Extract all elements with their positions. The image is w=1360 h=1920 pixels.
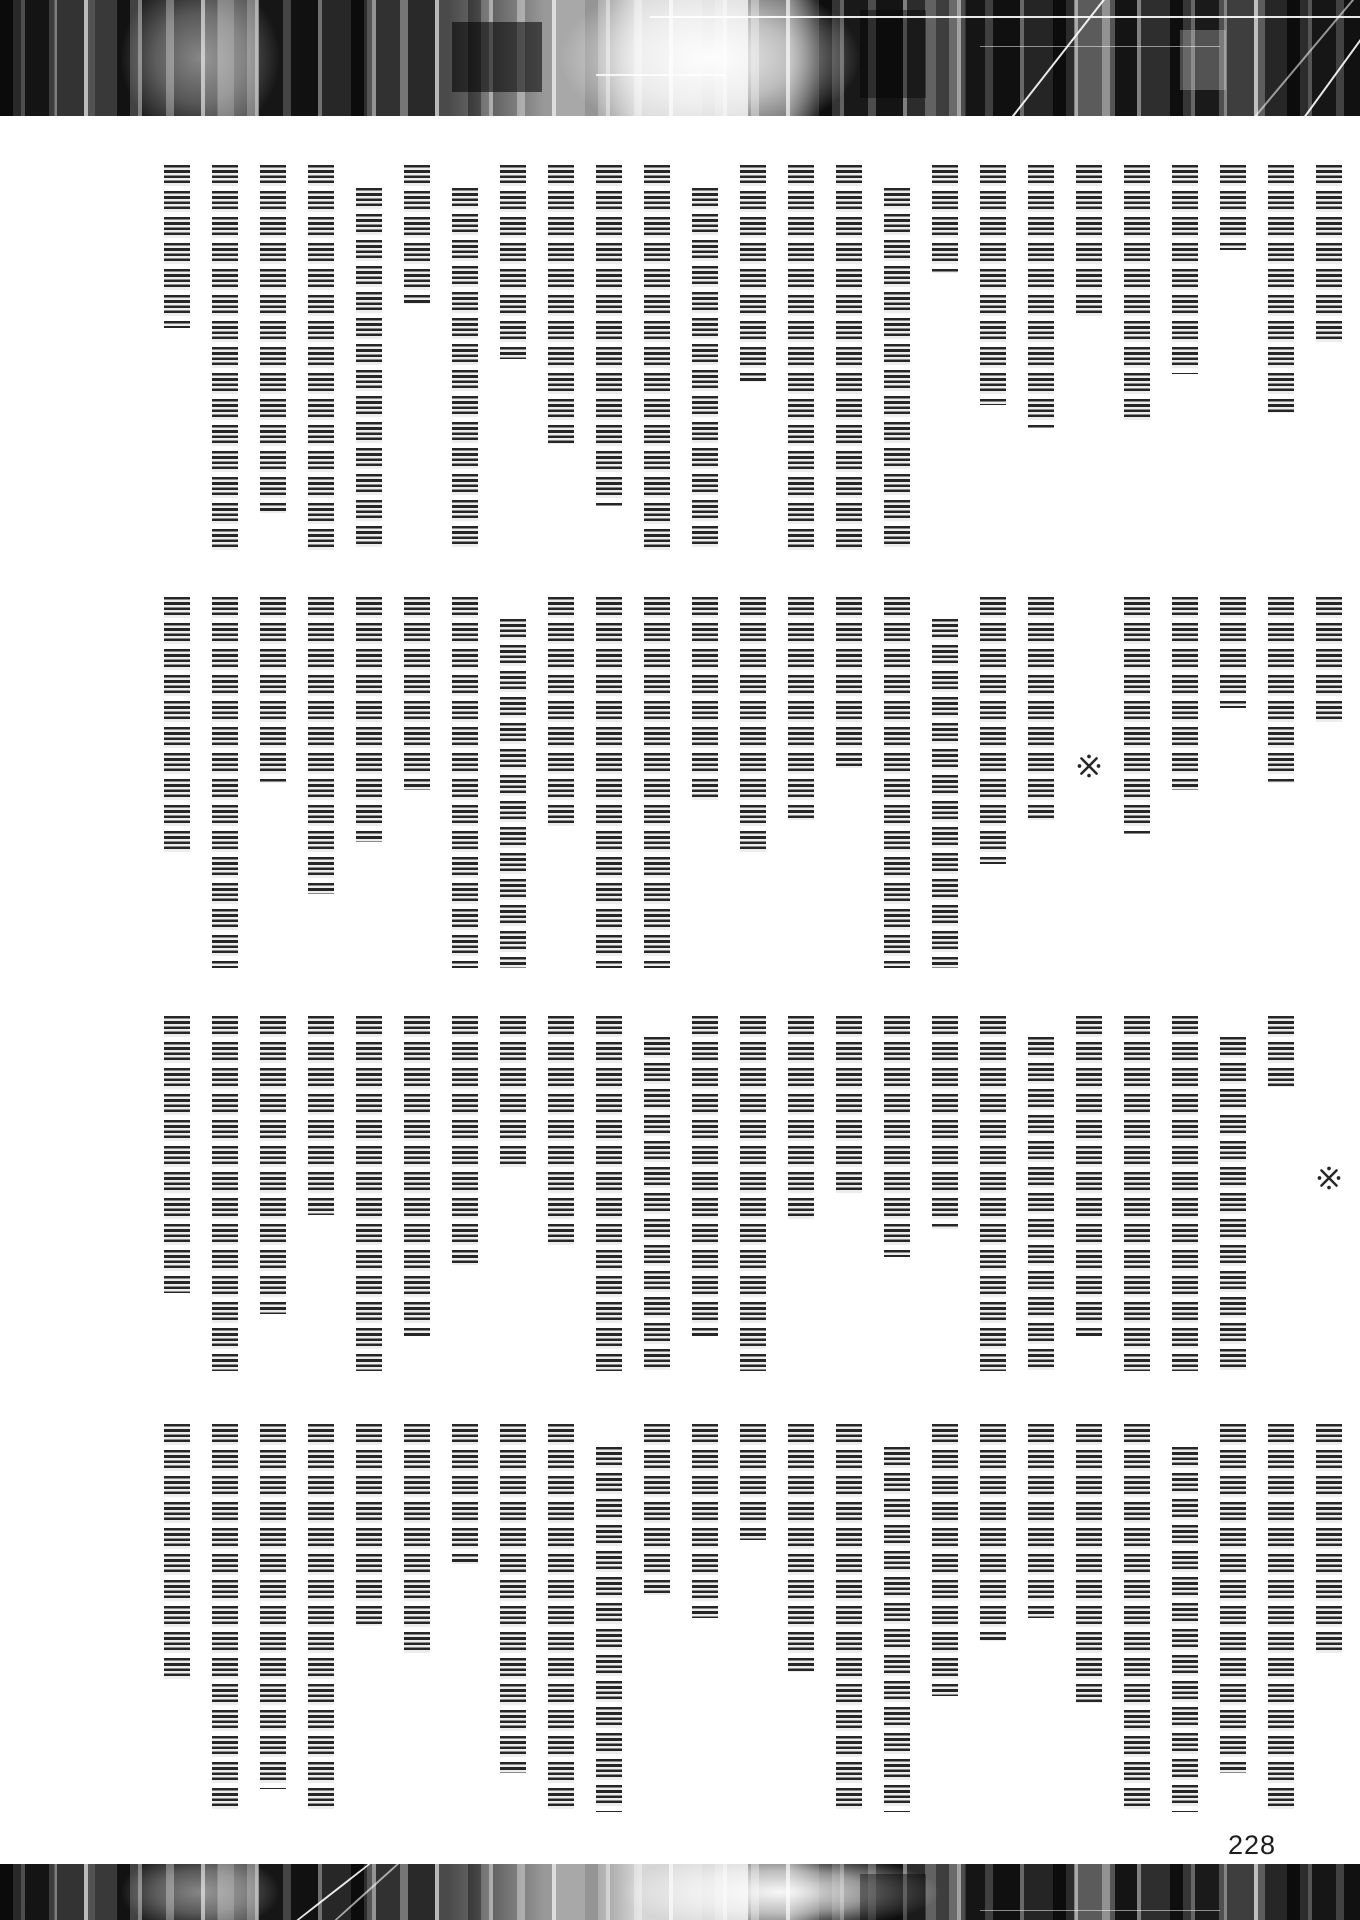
redacted-text-line xyxy=(1268,1424,1294,1812)
redacted-text-line xyxy=(404,165,430,552)
redacted-text-bar xyxy=(644,1424,670,1595)
redacted-text-line xyxy=(404,1016,430,1371)
redacted-text-bar xyxy=(884,1016,910,1257)
redacted-text-bar xyxy=(212,165,238,552)
redacted-text-line xyxy=(884,1424,910,1812)
redacted-text-line xyxy=(1172,1424,1198,1812)
redacted-text-line xyxy=(356,1424,382,1812)
redacted-text-bar xyxy=(1268,597,1294,783)
redacted-text-line xyxy=(404,1424,430,1812)
redacted-text-bar xyxy=(980,1016,1006,1371)
redacted-text-bar xyxy=(884,1447,910,1812)
redacted-text-bar xyxy=(1316,597,1342,723)
redacted-text-bar xyxy=(884,597,910,968)
redacted-text-bar xyxy=(692,597,718,805)
redacted-text-bar xyxy=(1124,165,1150,420)
redacted-text-bar xyxy=(452,1016,478,1265)
redacted-text-bar xyxy=(932,165,958,273)
redacted-text-bar xyxy=(500,1016,526,1172)
redacted-text-bar xyxy=(1028,165,1054,428)
redacted-text-line xyxy=(308,1424,334,1812)
redacted-text-line xyxy=(164,597,190,968)
redacted-text-bar xyxy=(980,165,1006,405)
redacted-text-bar xyxy=(596,597,622,968)
redacted-text-line xyxy=(596,1424,622,1812)
redacted-text-line xyxy=(596,165,622,552)
redacted-text-bar xyxy=(1124,1424,1150,1812)
redacted-text-bar xyxy=(260,1424,286,1789)
redacted-text-bar xyxy=(932,619,958,968)
redacted-text-bar xyxy=(356,1016,382,1371)
redacted-text-bar xyxy=(1316,165,1342,343)
redacted-text-bar xyxy=(164,597,190,857)
redacted-text-line xyxy=(1268,165,1294,552)
redacted-text-bar xyxy=(1268,165,1294,413)
redacted-text-bar xyxy=(1220,1037,1246,1371)
redacted-text-line xyxy=(932,1016,958,1371)
redacted-text-bar xyxy=(1028,597,1054,820)
redacted-text-line xyxy=(164,165,190,552)
redacted-text-bar xyxy=(644,165,670,552)
redacted-text-bar xyxy=(500,1424,526,1773)
redacted-text-bar xyxy=(1268,1424,1294,1812)
redacted-text-line xyxy=(548,1424,574,1812)
redacted-text-line xyxy=(1220,1424,1246,1812)
redacted-text-bar xyxy=(404,165,430,304)
redacted-text-line xyxy=(212,1016,238,1371)
redacted-text-bar xyxy=(740,1424,766,1540)
redacted-text-bar xyxy=(1172,1016,1198,1371)
redacted-text-bar xyxy=(548,165,574,444)
redacted-text-line xyxy=(356,165,382,552)
page-number: 228 xyxy=(1227,1830,1276,1860)
redacted-text-bar xyxy=(260,165,286,513)
redacted-text-line xyxy=(1124,1016,1150,1371)
redacted-text-line xyxy=(644,165,670,552)
redacted-text-line xyxy=(644,1016,670,1371)
redacted-text-line xyxy=(452,1424,478,1812)
redacted-text-bar xyxy=(452,597,478,968)
redacted-text-line xyxy=(980,1016,1006,1371)
redacted-text-bar xyxy=(836,597,862,768)
redacted-text-bar xyxy=(452,188,478,552)
text-row xyxy=(138,597,1342,968)
redacted-text-line xyxy=(212,597,238,968)
redacted-text-bar xyxy=(1268,1016,1294,1087)
redacted-text-bar xyxy=(788,1016,814,1222)
redacted-text-bar xyxy=(356,188,382,552)
redacted-text-bar xyxy=(1220,165,1246,250)
redacted-text-line xyxy=(788,597,814,968)
redacted-text-line xyxy=(308,165,334,552)
redacted-text-line xyxy=(260,1424,286,1812)
redacted-text-bar xyxy=(980,1424,1006,1641)
redacted-text-line xyxy=(308,597,334,968)
redacted-text-line xyxy=(548,597,574,968)
redacted-text-bar xyxy=(788,1424,814,1672)
redacted-text-bar xyxy=(836,165,862,552)
redacted-text-bar xyxy=(740,165,766,382)
redacted-text-bar xyxy=(932,1016,958,1229)
redacted-text-line xyxy=(1172,597,1198,968)
redacted-text-line xyxy=(1316,597,1342,968)
redacted-text-line xyxy=(740,1424,766,1812)
redacted-text-bar xyxy=(692,188,718,552)
redacted-text-line xyxy=(836,597,862,968)
redacted-text-bar xyxy=(548,1424,574,1812)
redacted-text-line xyxy=(692,597,718,968)
redacted-text-line xyxy=(932,1424,958,1812)
redacted-text-bar xyxy=(1076,1424,1102,1703)
redacted-text-bar xyxy=(212,597,238,968)
redacted-text-line xyxy=(788,1016,814,1371)
redacted-text-bar xyxy=(932,1424,958,1696)
redacted-text-line xyxy=(980,165,1006,552)
redacted-text-bar xyxy=(1220,1424,1246,1773)
redacted-text-bar xyxy=(212,1016,238,1371)
redacted-text-line xyxy=(1316,165,1342,552)
redacted-text-line xyxy=(164,1016,190,1371)
redacted-text-line xyxy=(596,1016,622,1371)
collage-glow xyxy=(120,1864,280,1920)
redacted-text-line xyxy=(260,1016,286,1371)
redacted-text-line xyxy=(836,1424,862,1812)
redacted-text-line xyxy=(1124,1424,1150,1812)
redacted-text-line xyxy=(596,597,622,968)
redacted-text-bar xyxy=(164,165,190,328)
redacted-text-line xyxy=(548,165,574,552)
redacted-text-bar xyxy=(596,1447,622,1812)
redacted-text-bar xyxy=(692,1016,718,1336)
redacted-text-line xyxy=(980,597,1006,968)
text-row xyxy=(138,165,1342,552)
redacted-text-bar xyxy=(1124,597,1150,834)
redacted-text-bar xyxy=(308,1424,334,1812)
redacted-text-bar xyxy=(548,1016,574,1250)
redacted-text-line xyxy=(500,597,526,968)
redacted-text-line xyxy=(308,1016,334,1371)
redacted-text-bar xyxy=(1172,1447,1198,1812)
redacted-text-line xyxy=(980,1424,1006,1812)
redacted-text-bar xyxy=(1076,165,1102,320)
redacted-text-bar xyxy=(452,1424,478,1564)
redacted-text-line xyxy=(500,1016,526,1371)
redacted-text-line xyxy=(884,1016,910,1371)
redacted-text-line xyxy=(452,597,478,968)
redacted-text-line xyxy=(740,597,766,968)
redacted-text-line xyxy=(788,165,814,552)
redacted-text-line xyxy=(1316,1424,1342,1812)
redacted-text-line xyxy=(836,1016,862,1371)
redacted-text-line xyxy=(932,597,958,968)
redacted-text-line xyxy=(692,1424,718,1812)
redacted-text-bar xyxy=(164,1016,190,1293)
redacted-text-bar xyxy=(836,1016,862,1194)
redacted-text-bar xyxy=(1316,1424,1342,1657)
redacted-text-bar xyxy=(1172,165,1198,374)
redacted-text-bar xyxy=(1172,597,1198,790)
collage-block xyxy=(860,1874,926,1920)
redacted-text-line xyxy=(740,165,766,552)
text-row xyxy=(138,1016,1342,1371)
redacted-text-line xyxy=(1172,165,1198,552)
text-row xyxy=(138,1424,1342,1812)
redacted-text-bar xyxy=(1220,597,1246,708)
redacted-text-bar xyxy=(836,1424,862,1812)
redacted-text-line xyxy=(836,165,862,552)
redacted-text-line xyxy=(884,165,910,552)
redacted-text-bar xyxy=(1124,1016,1150,1371)
redacted-text-line xyxy=(1028,597,1054,968)
redacted-text-line xyxy=(452,165,478,552)
redacted-text-bar xyxy=(404,1016,430,1336)
redacted-text-bar xyxy=(356,597,382,842)
redacted-text-line xyxy=(1028,1016,1054,1371)
redacted-text-bar xyxy=(596,1016,622,1371)
redacted-text-line xyxy=(932,165,958,552)
redacted-text-line xyxy=(644,1424,670,1812)
redacted-text-line xyxy=(788,1424,814,1812)
redacted-text-line xyxy=(1268,597,1294,968)
redacted-text-line xyxy=(740,1016,766,1371)
redacted-text-bar xyxy=(404,597,430,790)
redacted-text-bar xyxy=(596,165,622,506)
redacted-text-line xyxy=(452,1016,478,1371)
redacted-text-line xyxy=(1028,165,1054,552)
redacted-text-line xyxy=(548,1016,574,1371)
redacted-text-line xyxy=(1076,165,1102,552)
redacted-text-bar xyxy=(356,1424,382,1626)
redacted-text-bar xyxy=(644,597,670,968)
redacted-text-line xyxy=(1220,165,1246,552)
redacted-text-line xyxy=(1220,597,1246,968)
redacted-text-bar xyxy=(260,597,286,783)
redacted-text-bar xyxy=(788,165,814,552)
redacted-text-line xyxy=(404,597,430,968)
redacted-text-bar xyxy=(692,1424,718,1618)
redacted-text-line xyxy=(692,1016,718,1371)
redacted-text-line xyxy=(1076,1016,1102,1371)
redacted-text-bar xyxy=(212,1424,238,1812)
section-mark-icon xyxy=(1076,597,1102,968)
redacted-text-bar xyxy=(740,597,766,857)
redacted-text-bar xyxy=(308,597,334,894)
redacted-text-bar xyxy=(980,597,1006,864)
redacted-text-line xyxy=(1220,1016,1246,1371)
redacted-text-bar xyxy=(500,165,526,359)
collage-diagonal-line xyxy=(324,1864,415,1920)
redacted-text-line xyxy=(260,165,286,552)
redacted-text-bar xyxy=(308,1016,334,1215)
redacted-text-line xyxy=(644,597,670,968)
redacted-text-line xyxy=(1028,1424,1054,1812)
redacted-text-line xyxy=(500,1424,526,1812)
redacted-text-bar xyxy=(884,188,910,552)
redacted-text-bar xyxy=(548,597,574,827)
redacted-text-line xyxy=(260,597,286,968)
redacted-text-line xyxy=(1268,1016,1294,1371)
redacted-text-line xyxy=(212,165,238,552)
redacted-text-bar xyxy=(308,165,334,552)
redacted-text-bar xyxy=(404,1424,430,1657)
redacted-text-line xyxy=(1076,1424,1102,1812)
collage-hairline xyxy=(980,1910,1220,1911)
redacted-text-line xyxy=(500,165,526,552)
redacted-text-bar xyxy=(260,1016,286,1314)
redacted-text-bar xyxy=(740,1016,766,1371)
redacted-text-line xyxy=(884,597,910,968)
redacted-text-bar xyxy=(1028,1037,1054,1371)
redacted-text-line xyxy=(356,1016,382,1371)
redacted-text-bar xyxy=(644,1037,670,1371)
redacted-text-bar xyxy=(164,1424,190,1680)
redacted-text-line xyxy=(356,597,382,968)
redacted-text-bar xyxy=(1028,1424,1054,1618)
redacted-text-line xyxy=(1124,597,1150,968)
section-mark-icon xyxy=(1316,1016,1342,1371)
redacted-text-bar xyxy=(788,597,814,820)
redacted-text-line xyxy=(1172,1016,1198,1371)
redacted-text-bar xyxy=(1076,1016,1102,1336)
redacted-text-line xyxy=(164,1424,190,1812)
redacted-text-line xyxy=(1124,165,1150,552)
footer-collage xyxy=(0,1864,1360,1920)
redacted-text-bar xyxy=(500,619,526,968)
redacted-text-line xyxy=(212,1424,238,1812)
redacted-text-line xyxy=(692,165,718,552)
